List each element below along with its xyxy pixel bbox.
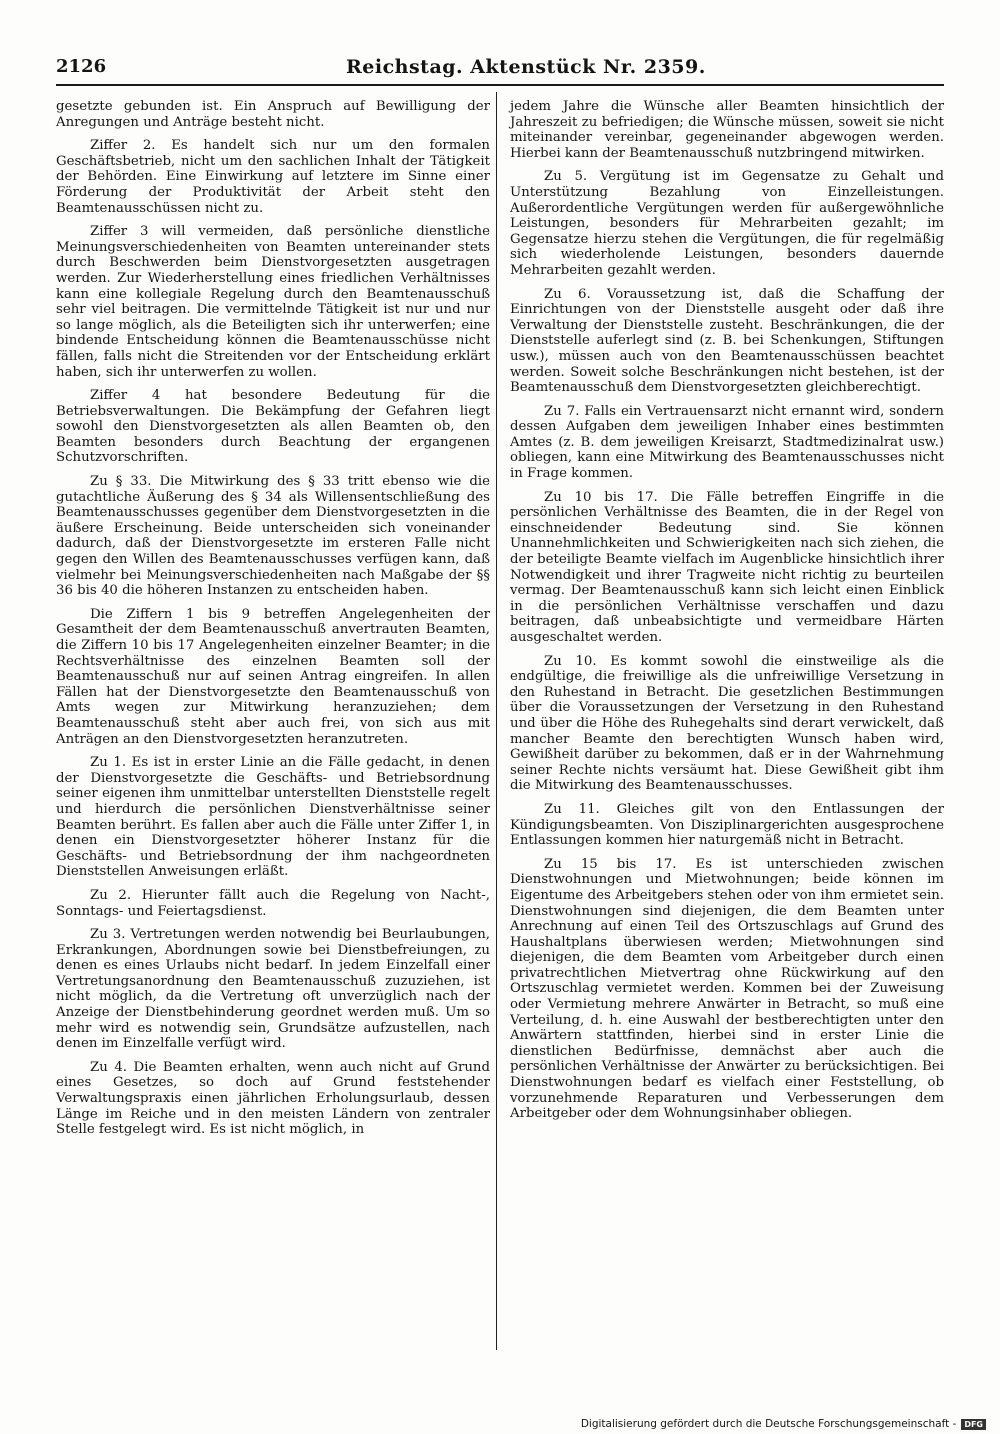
paragraph: Zu 6. Voraussetzung ist, daß die Schaffung der Einrichtungen von der Dienststelle ausgeht oder daß ihre Verwaltung der Dienststelle zusteht. Beschränkungen, die der Dienststelle auferlegt sind (z. B. bei Schenkungen, Stiftungen usw.), müssen auch von den Beamtenausschüssen beachtet werden. Soweit solche Beschränkungen nicht bestehen, ist der Beamtenausschuß dem Dienstvorgesetzten gleichberechtigt.: [510, 286, 944, 396]
paragraph: Zu 2. Hierunter fällt auch die Regelung von Nacht-, Sonntags- und Feiertagsdienst.: [56, 887, 490, 919]
page-header: [56, 56, 944, 82]
dfg-logo: DFG: [961, 1419, 986, 1430]
paragraph: Ziffer 4 hat besondere Bedeutung für die Betriebsverwaltungen. Die Bekämpfung der Gefahren liegt sowohl den Dienstvorgesetzten als allen Beamten ob, den Beamten besonders durch Beachtung der ergangenen Schutzvorschriften.: [56, 388, 490, 466]
paragraph: Zu 5. Vergütung ist im Gegensatze zu Gehalt und Unterstützung Bezahlung von Einzelleistungen. Außerordentliche Vergütungen werden für außergewöhnliche Leistungen, besonders für Mehrarbeiten gezahlt; im Gegensatze hierzu stehen die Vergütungen, die für regelmäßig sich wiederholende Leistungen, besonders dauernde Mehrarbeiten gezahlt werden.: [510, 169, 944, 278]
digitization-credit: [581, 1418, 986, 1430]
paragraph: Ziffer 2. Es handelt sich nur um den formalen Geschäftsbetrieb, nicht um den sachlichen Inhalt der Tätigkeit der Behörden. Eine Einwirkung auf letztere im Sinne einer Förderung der Produktivität der Arbeit steht den Beamtenausschüssen nicht zu.: [56, 138, 490, 216]
credit-text: Digitalisierung gefördert durch die Deutsche Forschungsgemeinschaft -: [580, 1418, 957, 1430]
running-title: Reichstag. Aktenstück Nr. 2359.: [346, 56, 706, 78]
paragraph: gesetzte gebunden ist. Ein Anspruch auf Bewilligung der Anregungen und Anträge besteht nicht.: [56, 99, 490, 130]
column-divider: [496, 92, 497, 1350]
paragraph: Zu 7. Falls ein Vertrauensarzt nicht ernannt wird, sondern dessen Aufgaben dem jeweiligen Inhaber eines bestimmten Amtes (z. B. dem jeweiligen Kreisarzt, Stadtmedizinalrat usw.) obliegen, kann eine Mitwirkung des Beamtenausschusses nicht in Frage kommen.: [510, 403, 944, 482]
paragraph: Zu 10 bis 17. Die Fälle betreffen Eingriffe in die persönlichen Verhältnisse des Beamten, die in der Regel von einschneidender Bedeutung sind. Sie können Unannehmlichkeiten und Schwierigkeiten nach sich ziehen, die der beteiligte Beamte vielfach im Augenblicke hinsichtlich ihrer Notwendigkeit und ihrer Tragweite nicht richtig zu beurteilen vermag. Der Beamtenausschuß kann sich leicht einen Einblick in die persönlichen Verhältnisse verschaffen und dazu beitragen, daß unbeabsichtigte und vermeidbare Härten ausgeschaltet werden.: [510, 489, 944, 645]
page-number: 2126: [56, 56, 107, 77]
paragraph: Zu 3. Vertretungen werden notwendig bei Beurlaubungen, Erkrankungen, Abordnungen sowie bei Dienstbefreiungen, zu denen es eines Urlaubs nicht bedarf. In jedem Einzelfall einer Vertretungsanordnung den Beamtenausschuß zuzuziehen, ist nicht möglich, da die Vertretung oft unverzüglich nach der Anzeige der Dienstbehinderung geordnet werden muß. Um so mehr wird es notwendig sein, Grundsätze aufzustellen, nach denen im Einzelfalle verfügt wird.: [56, 927, 490, 1052]
left-column: [56, 99, 490, 1146]
header-rule: [56, 84, 944, 86]
paragraph: Zu 15 bis 17. Es ist unterschieden zwischen Dienstwohnungen und Mietwohnungen; beide können im Eigentume des Arbeitgebers stehen oder von ihm ermietet sein. Dienstwohnungen sind diejenigen, die dem Beamten unter Anrechnung auf einen Teil des Ortszuschlags auf Grund des Haushaltplans überwiesen werden; Mietwohnungen sind diejenigen, die dem Beamten vom Arbeitgeber durch einen privatrechtlichen Mietvertrag ohne Rückwirkung auf den Ortszuschlag vermietet werden. Kommen bei der Zuweisung oder Vermietung mehrere Anwärter in Betracht, so muß eine Verteilung, d. h. eine Auswahl der bestberechtigten unter den Anwärtern stattfinden, hierbei sind in erster Linie die dienstlichen Bedürfnisse, demnächst aber auch die persönlichen Verhältnisse der Anwärter zu berücksichtigen. Bei Dienstwohnungen bedarf es vielfach einer Feststellung, ob vorzunehmende Reparaturen und Verbesserungen dem Arbeitgeber oder dem Wohnungsinhaber obliegen.: [510, 856, 944, 1122]
paragraph: Zu 11. Gleiches gilt von den Entlassungen der Kündigungsbeamten. Von Disziplinargerichten ausgesprochene Entlassungen kommen hier naturgemäß nicht in Betracht.: [510, 801, 944, 849]
paragraph: Ziffer 3 will vermeiden, daß persönliche dienstliche Meinungsverschiedenheiten von Beamten untereinander stets durch Beschwerden beim Dienstvorgesetzten ausgetragen werden. Zur Wiederherstellung eines friedlichen Verhältnisses kann eine kollegiale Regelung durch den Beamtenausschuß sehr viel beitragen. Die vermittelnde Tätigkeit ist nur und nur so lange möglich, als die Beteiligten sich ihr unterwerfen; eine bindende Entscheidung können die Beamtenausschüsse nicht fällen, falls nicht die Streitenden vor der Entscheidung erklärt haben, sich ihr unterwerfen zu wollen.: [56, 224, 490, 380]
paragraph: Zu 1. Es ist in erster Linie an die Fälle gedacht, in denen der Dienstvorgesetzte die Geschäfts- und Betriebsordnung seiner eigenen ihm unmittelbar unterstellten Dienststelle regelt und hierdurch die persönlichen Dienstverhältnisse seiner Beamten berührt. Es fallen aber auch die Fälle unter Ziffer 1, in denen ein Dienstvorgesetzter höherer Instanz für die Geschäfts- und Betriebsordnung der ihm nachgeordneten Dienststellen Anweisungen erläßt.: [56, 755, 490, 880]
paragraph: Zu 10. Es kommt sowohl die einstweilige als die endgültige, die freiwillige als die unfreiwillige Versetzung in den Ruhestand in Betracht. Die gesetzlichen Bestimmungen über die Voraussetzungen der Versetzung in den Ruhestand und über die Höhe des Ruhegehalts sind derart verwickelt, daß mancher Beamte den berechtigten Wunsch haben wird, Gewißheit darüber zu bekommen, daß er in der Wahrnehmung seiner Rechte nichts versäumt hat. Diese Gewißheit gibt ihm die Mitwirkung des Beamtenausschusses.: [510, 653, 944, 794]
paragraph: Zu 4. Die Beamten erhalten, wenn auch nicht auf Grund eines Gesetzes, so doch auf Grund feststehender Verwaltungspraxis einen jährlichen Erholungsurlaub, dessen Länge im Reiche und in den meisten Ländern von zentraler Stelle festgelegt wird. Es ist nicht möglich, in: [56, 1059, 490, 1138]
paragraph: jedem Jahre die Wünsche aller Beamten hinsichtlich der Jahreszeit zu befriedigen; die Wünsche müssen, soweit sie nicht miteinander vereinbar, gegeneinander abgewogen werden. Hierbei kann der Beamtenausschuß nutzbringend mitwirken.: [510, 99, 944, 161]
paragraph: Die Ziffern 1 bis 9 betreffen Angelegenheiten der Gesamtheit der dem Beamtenausschuß anvertrauten Beamten, die Ziffern 10 bis 17 Angelegenheiten einzelner Beamter; in die Rechtsverhältnisse des einzelnen Beamten soll der Beamtenausschuß nur auf seinen Antrag eingreifen. In allen Fällen hat der Dienstvorgesetzte den Beamtenausschuß von Amts wegen zur Mitwirkung heranzuziehen; dem Beamtenausschuß steht aber auch frei, von sich aus mit Anträgen an den Dienstvorgesetzten heranzutreten.: [56, 606, 490, 747]
right-column: [510, 99, 944, 1130]
paragraph: Zu § 33. Die Mitwirkung des § 33 tritt ebenso wie die gutachtliche Äußerung des § 34 als Willensentschließung des Beamtenausschusses gegenüber dem Dienstvorgesetzten in die äußere Erscheinung. Beide unterscheiden sich voneinander dadurch, daß der Dienstvorgesetzte im ersteren Falle nicht gegen den Willen des Beamtenausschusses verfügen kann, daß vielmehr bei Meinungsverschiedenheiten nach Maßgabe der §§ 36 bis 40 die höheren Instanzen zu entscheiden haben.: [56, 474, 490, 599]
